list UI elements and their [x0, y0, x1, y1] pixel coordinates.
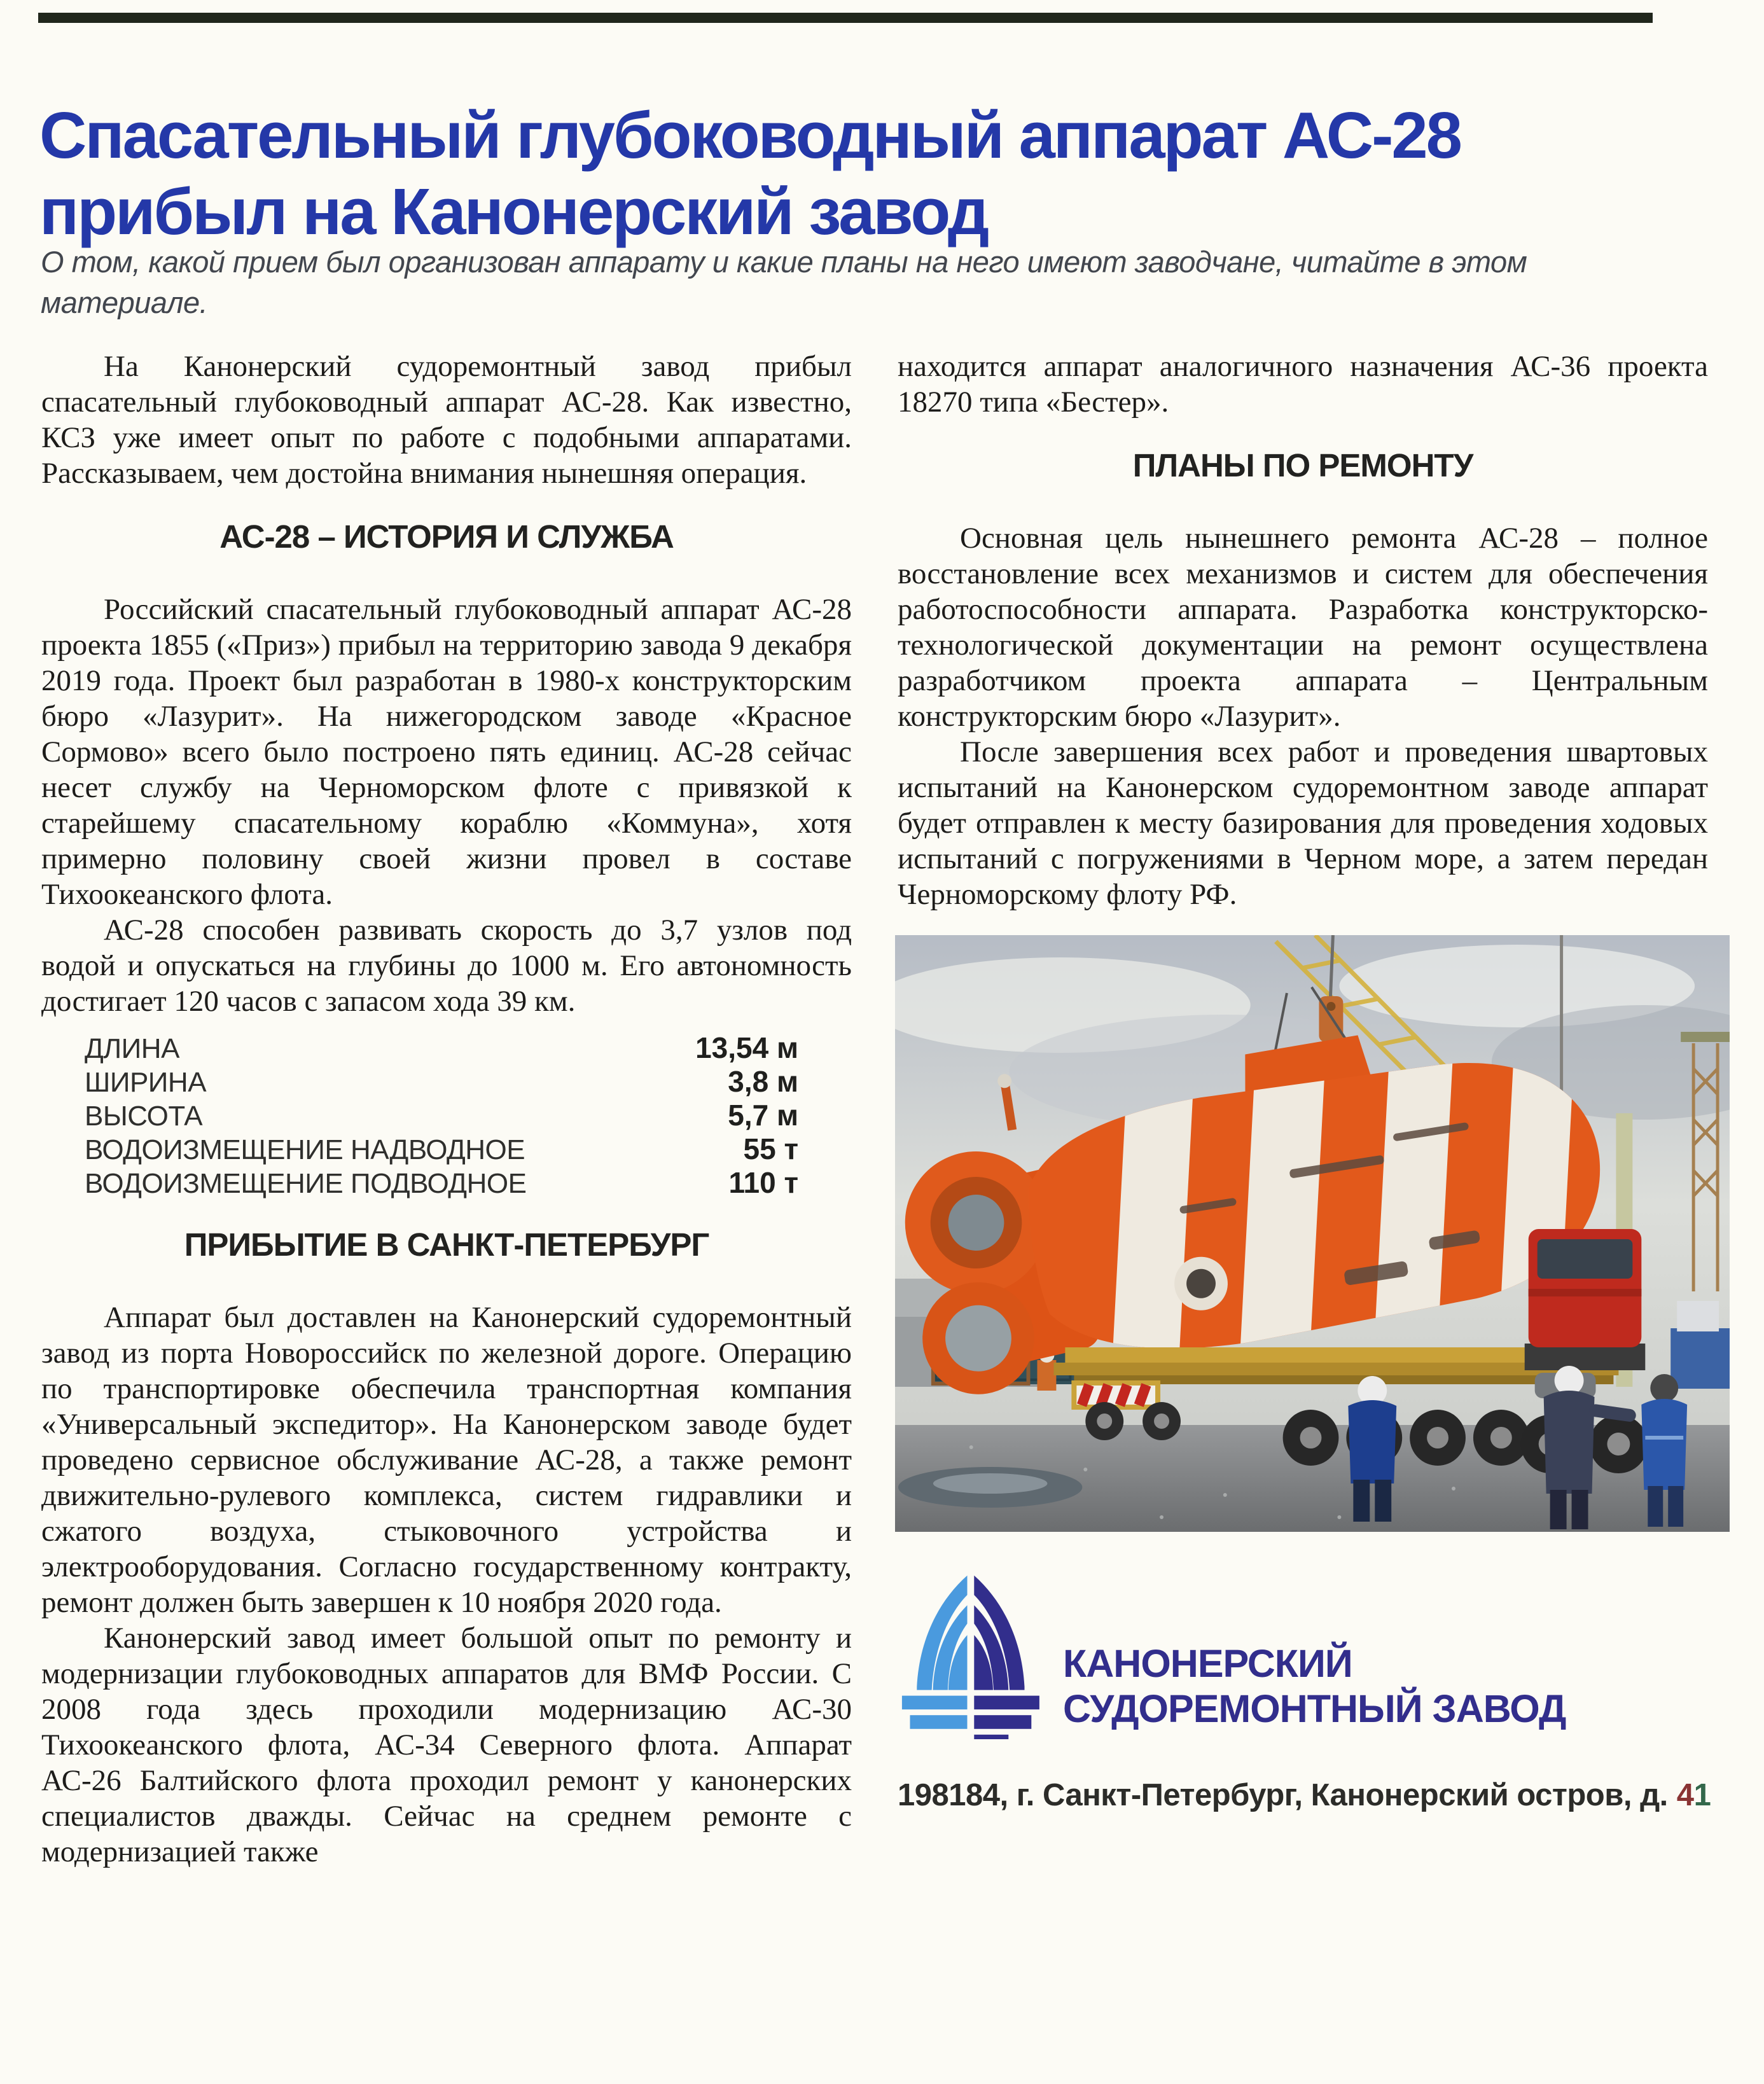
spec-value: 55 т [743, 1132, 798, 1165]
paragraph-arrival-2: Канонерский завод имеет большой опыт по ремонту и модернизации глубоководных аппаратов для ВМФ России. С 2008 года здесь проходили модернизацию АС-30 Тихоокеанского флота, АС-34 Северного флота. Аппарат АС-26 Балтийского флота проходил ремонт у канонерских специалистов дважды. Сейчас на среднем ремонте с модернизацией также [41, 1622, 852, 1868]
logo-wordmark-line-2: СУДОРЕМОНТНЫЙ ЗАВОД [1063, 1687, 1566, 1730]
headline-line-2: прибыл на Канонерский завод [39, 175, 988, 248]
article-headline [39, 97, 1744, 250]
logo-wordmark-line-1: КАНОНЕРСКИЙ [1063, 1642, 1352, 1685]
paragraph-plans-1: Основная цель нынешнего ремонта АС-28 – полное восстановление всех механизмов и систем для обеспечения работоспособности аппарата. Разработка конструкторско-технологической документации на ремонт осуществлена разработчиком проекта аппарата – Центральным конструкторским бюро «Лазурит». [898, 522, 1708, 733]
section-heading-arrival: ПРИБЫТИЕ В САНКТ-ПЕТЕРБУРГ [184, 1226, 709, 1263]
spec-value: 3,8 м [728, 1065, 798, 1098]
logo-kanonersky-shipyard [898, 1567, 1708, 1739]
address-house-digit: 4 [1676, 1778, 1694, 1812]
shipyard-logo-icon [898, 1567, 1043, 1739]
paragraph-plans-2: После завершения всех работ и проведения швартовых испытаний на Канонерском судоремонтном заводе аппарат будет отправлен к месту базирования для проведения ходовых испытаний с погружениями в Черном море, а затем передан Черноморскому флоту РФ. [898, 735, 1708, 911]
specs-table [41, 1031, 852, 1199]
article-subtitle: О том, какой прием был организован аппарату и какие планы на него имеют заводчане, читайте в этом материале. [41, 245, 1527, 319]
spec-row-height [85, 1098, 798, 1132]
top-rule [38, 13, 1653, 23]
spec-value: 13,54 м [695, 1031, 798, 1064]
photo-illustration [895, 935, 1730, 1532]
footer-address [898, 1777, 1711, 1813]
spec-label: ВОДОИЗМЕЩЕНИЕ ПОДВОДНОЕ [85, 1168, 527, 1199]
spec-label: ВОДОИЗМЕЩЕНИЕ НАДВОДНОЕ [85, 1134, 525, 1165]
spec-label: ДЛИНА [85, 1033, 179, 1064]
paragraph-history-2: АС-28 способен развивать скорость до 3,7 узлов под водой и опускаться на глубины до 1000 м. Его автономность достигает 120 часов с запасом хода 39 км. [41, 913, 852, 1018]
left-column [41, 349, 852, 1870]
logo-wordmark [1063, 1567, 1566, 1732]
right-column [898, 349, 1711, 1870]
spec-label: ВЫСОТА [85, 1101, 203, 1132]
spec-value: 110 т [728, 1166, 798, 1199]
address-text: 198184, г. Санкт-Петербург, Канонерский остров, д. [898, 1778, 1668, 1812]
page-number-digit: 1 [1693, 1778, 1711, 1812]
spec-row-width [85, 1064, 798, 1098]
spec-row-displacement-surfaced [85, 1132, 798, 1165]
spec-row-displacement-submerged [85, 1165, 798, 1199]
spec-row-length [85, 1031, 798, 1064]
paragraph-history-1: Российский спасательный глубоководный аппарат АС-28 проекта 1855 («Приз») прибыл на территорию завода 9 декабря 2019 года. Проект был разработан в 1980-х конструкторским бюро «Лазурит». На нижегородском заводе «Красное Сормово» всего было построено пять единиц. АС-28 сейчас несет службу на Черноморском флоте с привязкой к старейшему спасательному кораблю «Коммуна», хотя примерно половину своей жизни провел в составе Тихоокеанского флота. [41, 593, 852, 911]
puddle-reflection [933, 1473, 1048, 1494]
article-body [41, 349, 1711, 1870]
paragraph-arrival-1: Аппарат был доставлен на Канонерский судоремонтный завод из порта Новороссийск по железной дороге. Операцию по транспортировке обеспечила транспортная компания «Универсальный экспедитор». На Канонерском заводе будет проведено сервисное обслуживание АС-28, а также ремонт движительно-рулевого комплекса, систем гидравлики и сжатого воздуха, стыковочного устройства и электрооборудования. Согласно государственному контракту, ремонт должен быть завершен к 10 ноября 2020 года. [41, 1301, 852, 1619]
section-heading-history: АС-28 – ИСТОРИЯ И СЛУЖБА [219, 518, 674, 555]
section-heading-plans: ПЛАНЫ ПО РЕМОНТУ [1132, 447, 1473, 483]
spec-value: 5,7 м [728, 1099, 798, 1132]
spec-label: ШИРИНА [85, 1067, 207, 1098]
paragraph-intro: На Канонерский судоремонтный завод прибыл спасательный глубоководный аппарат АС-28. Как известно, КСЗ уже имеет опыт по работе с подобными аппаратами. Рассказываем, чем достойна внимания нынешняя операция. [41, 350, 852, 490]
photo-submersible-transport [895, 935, 1730, 1532]
paragraph-continuation: находится аппарат аналогичного назначения АС-36 проекта 18270 типа «Бестер». [898, 350, 1708, 419]
headline-line-1: Спасательный глубоководный аппарат АС-28 [39, 99, 1461, 172]
